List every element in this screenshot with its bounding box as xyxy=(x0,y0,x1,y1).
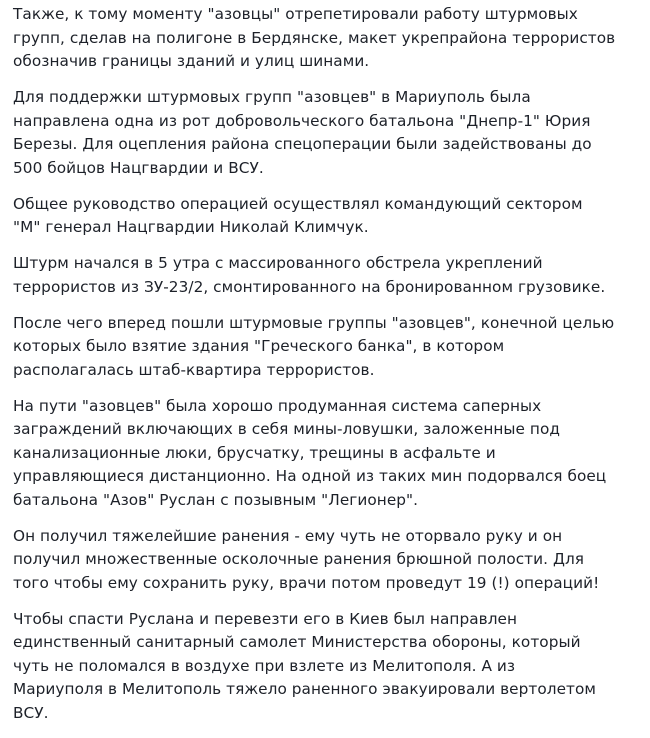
post-paragraph-3: Общее руководство операцией осуществлял командующий сектором "М" генерал Нацгвардии Николай Климчук. xyxy=(13,194,583,236)
post-paragraph-6: На пути "азовцев" была хорошо продуманная система саперных заграждений включающих в себя мины-ловушки, заложенные под канализационные люки, брусчатку, трещины в асфальте и управляющиеся дистанционно. На одной из таких мин подорвался боец батальона "Азов" Руслан с позывным "Легионер". xyxy=(13,396,607,509)
post-paragraph-4: Штурм начался в 5 утра с массированного обстрела укреплений террористов из ЗУ-23/2, смонтированного на бронированном грузовике. xyxy=(13,254,606,296)
post-paragraph-7: Он получил тяжелейшие ранения - ему чуть не оторвало руку и он получил множественные осколочные ранения брюшной полости. Для того чтобы ему сохранить руку, врачи потом проведут 19 (!) операций! xyxy=(13,526,600,592)
post-paragraph-5: После чего вперед пошли штурмовые группы "азовцев", конечной целью которых было взятие здания "Греческого банка", в котором располагалась штаб-квартира террористов. xyxy=(13,313,615,379)
post-paragraph-1: Также, к тому моменту "азовцы" отрепетировали работу штурмовых групп, сделав на полигоне в Бердянске, макет укрепрайона террористов обозначив границы зданий и улиц шинами. xyxy=(13,5,616,70)
post-paragraph-2: Для поддержки штурмовых групп "азовцев" в Мариуполь была направлена одна из рот добровольческого батальона "Днепр-1" Юрия Березы. Для оцепления района спецоперации были задействованы до 500 бойцов Нацгвардии и ВСУ. xyxy=(13,88,592,177)
post-body xyxy=(13,0,645,738)
post-paragraph-8: Чтобы спасти Руслана и перевезти его в Киев был направлен единственный санитарный самолет Министерства обороны, который чуть не поломался в воздухе при взлете из Мелитополя. А из Мариуполя в Мелитополь тяжело раненного эвакуировали вертолетом ВСУ. xyxy=(13,609,596,722)
